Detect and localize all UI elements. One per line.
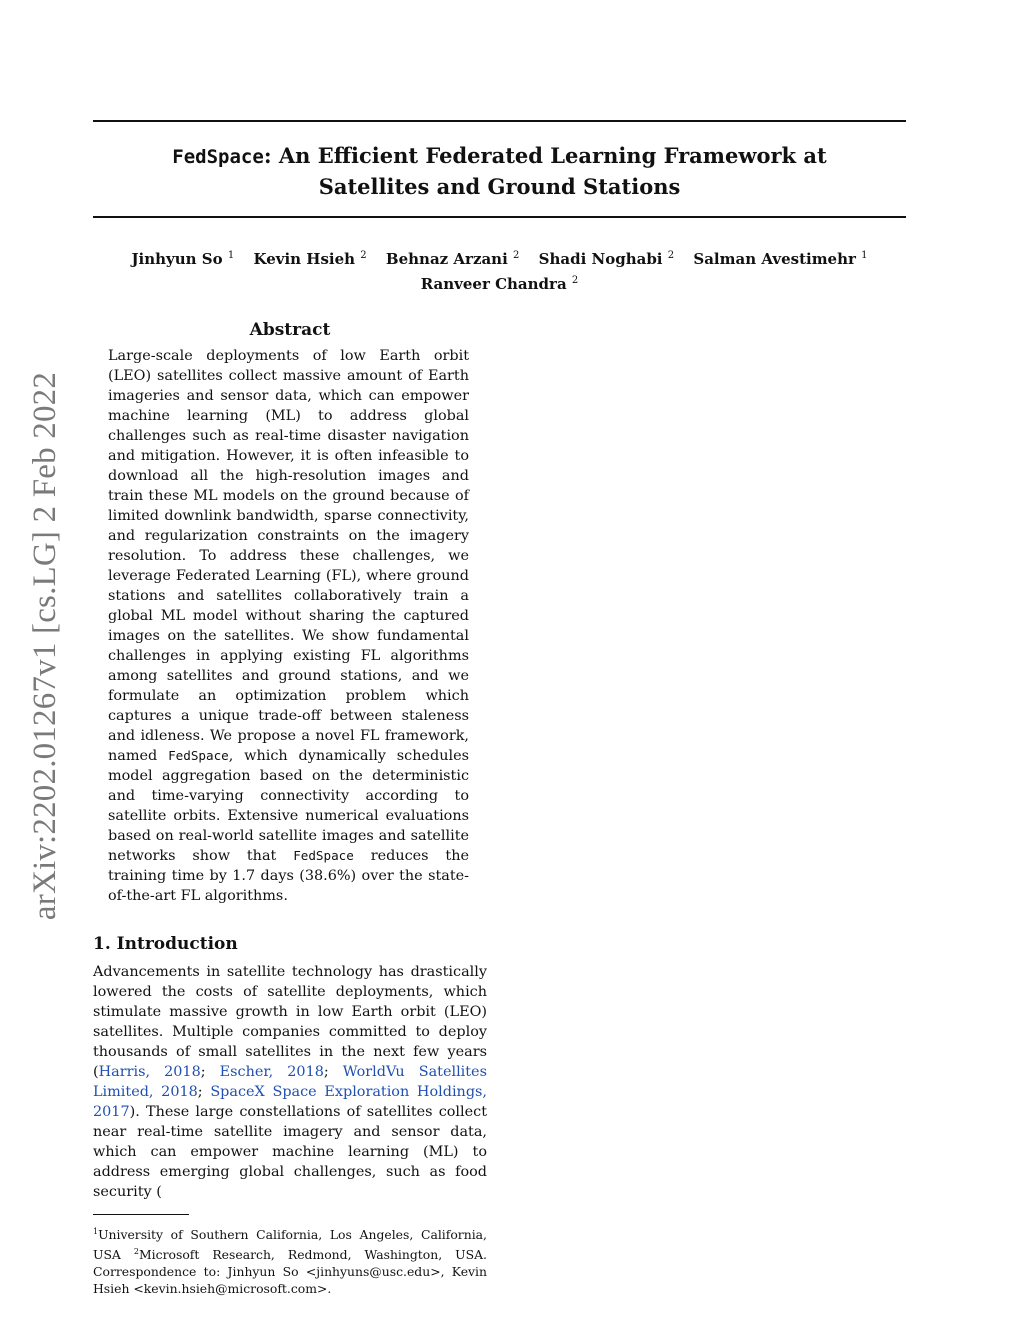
arxiv-stamp-text: arXiv:2202.01267v1 [cs.LG] 2 Feb 2022 xyxy=(27,371,63,921)
abstract-text: Large-scale deployments of low Earth orbit (LEO) satellites collect massive amount of Earth imageries and sensor data, which can empower machine learning (ML) to address global challenges such as real-time disaster navigation and mitigation. However, it is often infeasible to download all the high-resolution images and train these ML models on the ground because of limited downlink bandwidth, sparse connectivity, and regularization constraints on the imagery resolution. To address these challenges, we leverage Federated Learning (FL), where ground stations and satellites collaboratively train a global ML model without sharing the captured images on the satellites. We show fundamental challenges in applying existing FL algorithms among satellites and ground stations, and we formulate an optimization problem which captures a unique trade-off between staleness and idleness. We propose a novel FL framework, named FedSpace, which dynamically schedules model aggregation based on the deterministic and time-varying connectivity according to satellite orbits. Extensive numerical evaluations based on real-world satellite images and satellite networks show that FedSpace reduces the training time by 1.7 days (38.6%) over the state-of-the-art FL algorithms. xyxy=(108,348,469,904)
author: Shadi Noghabi $^2$ xyxy=(538,250,675,268)
author: Salman Avestimehr $^1$ xyxy=(693,250,868,268)
citation-link[interactable]: SpaceX Space Exploration Holdings, 2017 xyxy=(93,1084,487,1120)
author: Behnaz Arzani $^2$ xyxy=(385,250,520,268)
left-column xyxy=(93,318,487,1297)
title-rule-top xyxy=(93,120,906,122)
author: Ranveer Chandra $^2$ xyxy=(420,275,579,293)
right-column xyxy=(514,322,906,334)
author-list xyxy=(93,245,906,295)
citation-link[interactable]: Harris, 2018 xyxy=(98,1064,201,1080)
paragraph: Advancements in satellite technology has drastically lowered the costs of satellite deployments, which stimulate massive growth in low Earth orbit (LEO) satellites. Multiple companies committed to deploy thousands of small satellites in the next few years (Harris, 2018; Escher, 2018; WorldVu Satellites Limited, 2018; SpaceX Space Exploration Holdings, 2017). These large constellations of satellites collect near real-time satellite imagery and sensor data, which can empower machine learning (ML) to address emerging global challenges, such as food security ( xyxy=(93,964,487,1200)
system-name: FedSpace xyxy=(168,748,229,763)
section-heading: 1. Introduction xyxy=(93,934,238,954)
abstract-heading: Abstract xyxy=(249,320,331,340)
footnote-rule xyxy=(93,1214,189,1215)
citation-link[interactable]: WorldVu Satellites Limited, 2018 xyxy=(93,1064,487,1100)
title-rule-bottom xyxy=(93,216,906,218)
title-line1: : An Efficient Federated Learning Framework at xyxy=(263,143,827,168)
author: Kevin Hsieh $^2$ xyxy=(253,250,367,268)
author: Jinhyun So $^1$ xyxy=(131,250,235,268)
citation-link[interactable]: Escher, 2018 xyxy=(219,1064,324,1080)
system-name: FedSpace xyxy=(293,848,354,863)
title-line2: Satellites and Ground Stations xyxy=(318,174,681,199)
title-system-name: FedSpace xyxy=(172,146,264,168)
footnote: $^1$University of Southern California, Los Angeles, California, USA $^2$Microsoft Research, Redmond, Washington, USA. Correspondence to: Jinhyun So <jinhyuns@usc.edu>, Kevin Hsieh <kevin.hsieh@microsoft.com>. xyxy=(93,1227,487,1297)
paper-title xyxy=(93,141,906,202)
